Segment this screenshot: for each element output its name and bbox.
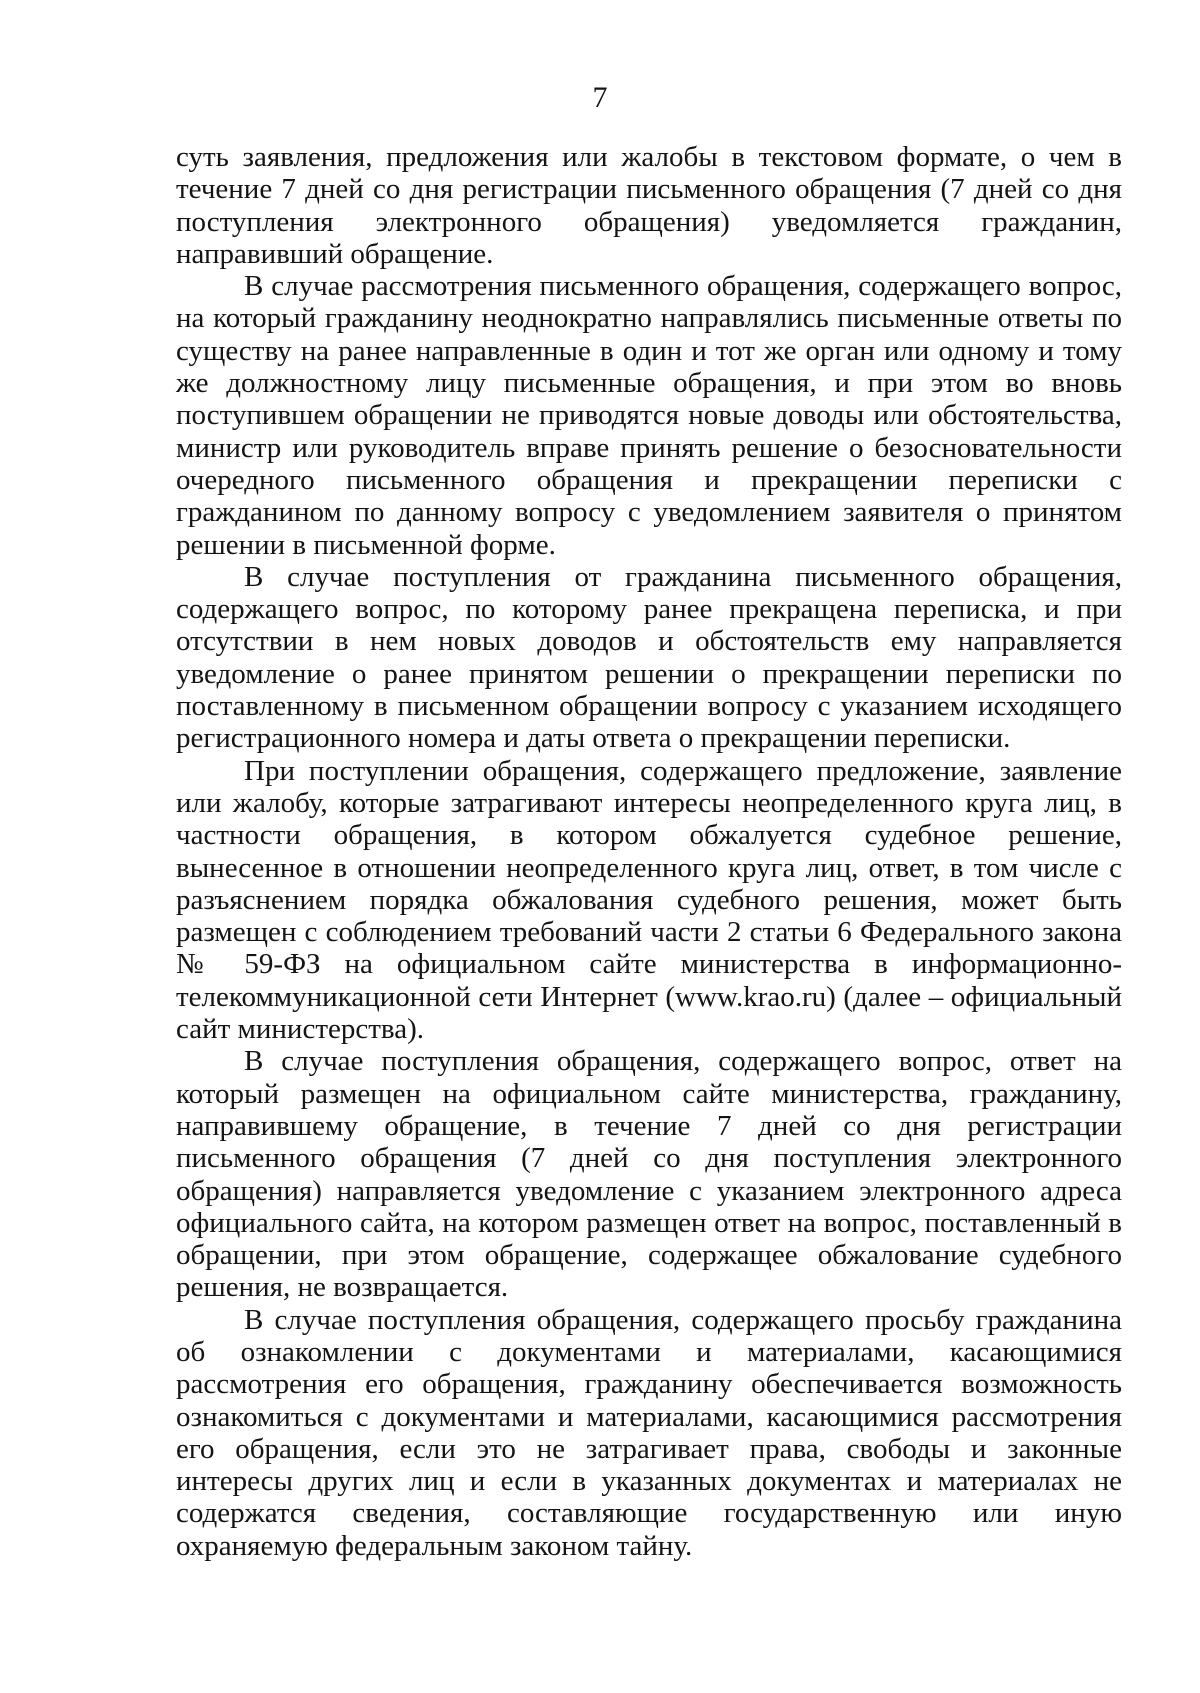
paragraph-2: В случае рассмотрения письменного обращения, содержащего вопрос, на который гражданину неоднократно направлялись письменные ответы по существу на ранее направленные в один и тот же орган или одному и тому же должностному лицу письменные обращения, и при этом во вновь поступившем обращении не приводятся новые доводы или обстоятельства, министр или руководитель вправе принять решение о безосновательности очередного письменного обращения и прекращении переписки с гражданином по данному вопросу с уведомлением заявителя о принятом решении в письменной форме. xyxy=(176,270,1122,561)
paragraph-4: При поступлении обращения, содержащего предложение, заявление или жалобу, которые затрагивают интересы неопределенного круга лиц, в частности обращения, в котором обжалуется судебное решение, вынесенное в отношении неопределенного круга лиц, ответ, в том числе с разъяснением порядка обжалования судебного решения, может быть размещен с соблюдением требований части 2 статьи 6 Федерального закона № 59-ФЗ на официальном сайте министерства в информационно-телекоммуникационной сети Интернет (www.krao.ru) (далее – официальный сайт министерства). xyxy=(176,754,1122,1046)
paragraph-5: В случае поступления обращения, содержащего вопрос, ответ на который размещен на официальном сайте министерства, гражданину, направившему обращение, в течение 7 дней со дня регистрации письменного обращения (7 дней со дня поступления электронного обращения) направляется уведомление с указанием электронного адреса официального сайта, на котором размещен ответ на вопрос, поставленный в обращении, при этом обращение, содержащее обжалование судебного решения, не возвращается. xyxy=(176,1045,1122,1304)
paragraph-1: суть заявления, предложения или жалобы в текстовом формате, о чем в течение 7 дней со дня регистрации письменного обращения (7 дней со дня поступления электронного обращения) уведомляется гражданин, направивший обращение. xyxy=(176,141,1122,270)
paragraph-3: В случае поступления от гражданина письменного обращения, содержащего вопрос, по которому ранее прекращена переписка, и при отсутствии в нем новых доводов и обстоятельств ему направляется уведомление о ранее принятом решении о прекращении переписки по поставленному в письменном обращении вопросу с указанием исходящего регистрационного номера и даты ответа о прекращении переписки. xyxy=(176,560,1122,755)
paragraph-6: В случае поступления обращения, содержащего просьбу гражданина об ознакомлении с документами и материалами, касающимися рассмотрения его обращения, гражданину обеспечивается возможность ознакомиться с документами и материалами, касающимися рассмотрения его обращения, если это не затрагивает права, свободы и законные интересы других лиц и если в указанных документах и материалах не содержатся сведения, составляющие государственную или иную охраняемую федеральным законом тайну. xyxy=(176,1303,1122,1562)
document-body xyxy=(176,141,1122,1562)
page-number: 7 xyxy=(592,81,608,114)
